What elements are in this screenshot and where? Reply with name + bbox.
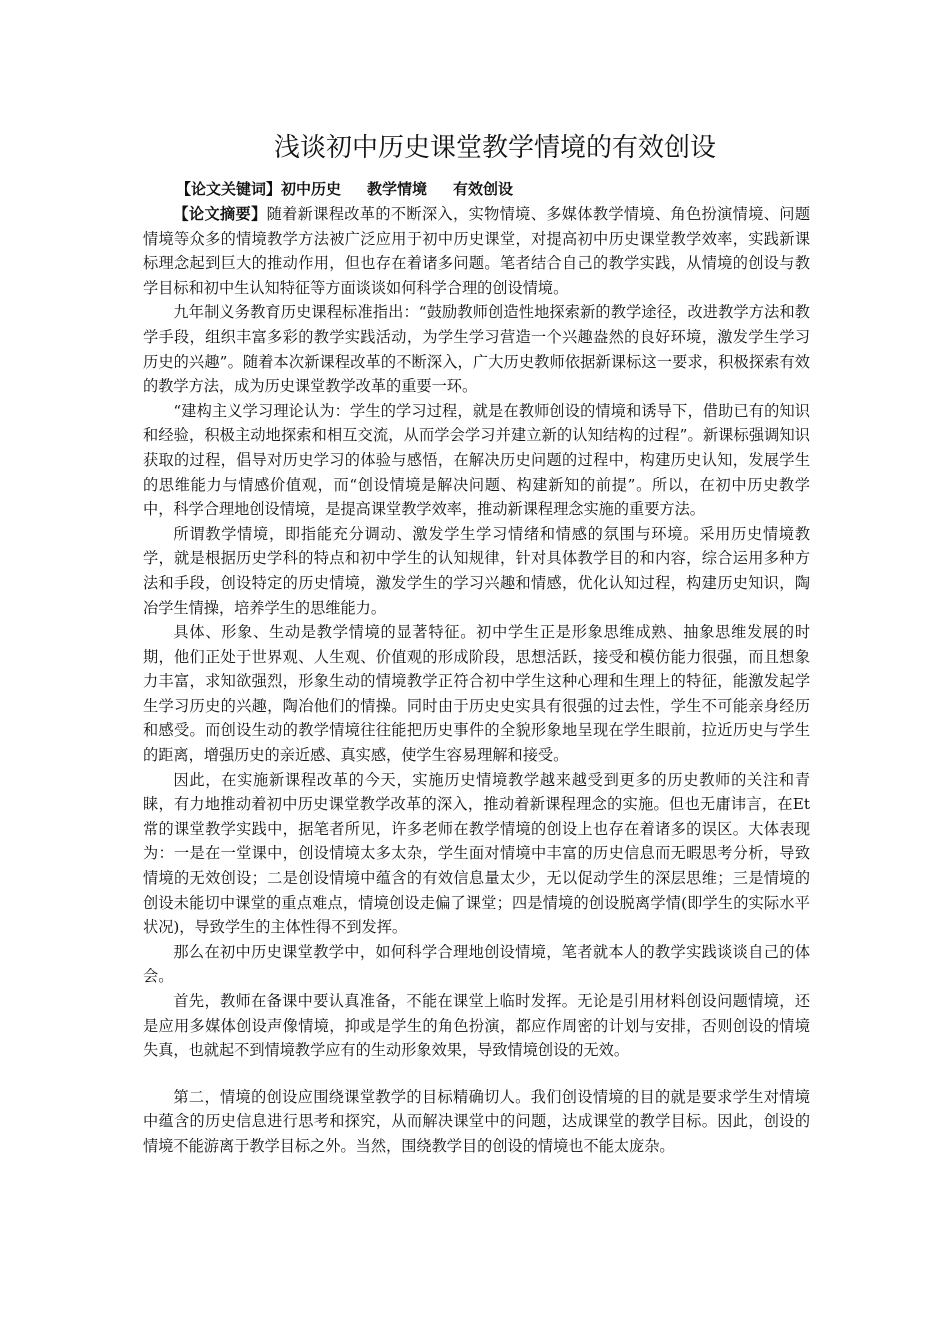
body-paragraph: 因此，在实施新课程改革的今天，实施历史情境教学越来越受到更多的历史教师的关注和青睐，有力地推动着初中历史课堂教学改革的深入，推动着新课程理念的实施。但也无庸讳言，在Et常的课堂教学实践中，据笔者所见，许多老师在教学情境的创设上也存在着诸多的误区。大体表现为：一是在一堂课中，创设情境太多太杂，学生面对情境中丰富的历史信息而无暇思考分析，导致情境的无效创设；二是创设情境中蕴含的有效信息量太少，无以促动学生的深层思维；三是情境的创设未能切中课堂的重点难点，情境创设走偏了课堂；四是情境的创设脱离学情(即学生的实际水平状况)，导致学生的主体性得不到发挥。 <box>143 770 810 937</box>
keyword-item: 教学情境 <box>367 180 428 198</box>
body-paragraph: 那么在初中历史课堂教学中，如何科学合理地创设情境，笔者就本人的教学实践谈谈自己的体会。 <box>143 942 810 986</box>
body-paragraph: 九年制义务教育历史课程标准指出：“鼓励教师创造性地探索新的教学途径，改进教学方法和教学手段，组织丰富多彩的教学实践活动，为学生学习营造一个兴趣盎然的良好环境，激发学生学习历史的兴趣”。随着本次新课程改革的不断深入，广大历史教师依据新课标这一要求，积极探索有效的教学方法，成为历史课堂教学改革的重要一环。 <box>143 303 810 396</box>
keywords-line <box>176 178 856 200</box>
abstract-label: 【论文摘要】 <box>173 205 267 223</box>
document-body <box>143 202 810 1159</box>
keyword-item: 有效创设 <box>453 180 514 198</box>
keyword-item: 初中历史 <box>281 180 342 198</box>
page-title: 浅谈初中历史课堂教学情境的有效创设 <box>273 133 716 163</box>
body-paragraph: 首先，教师在备课中要认真准备，不能在课堂上临时发挥。无论是引用材料创设问题情境，还是应用多媒体创设声像情境，抑或是学生的角色扮演，都应作周密的计划与安排，否则创设的情境失真，也就起不到情境教学应有的生动形象效果，导致情境创设的无效。 <box>143 992 810 1060</box>
keywords-label: 【论文关键词】 <box>176 180 282 198</box>
body-paragraph: 第二，情境的创设应围绕课堂教学的目标精确切人。我们创设情境的目的就是要求学生对情境中蕴含的历史信息进行思考和探究，从而解决课堂中的问题，达成课堂的教学目标。因此，创设的情境不能游离于教学目标之外。当然，围绕教学目的创设的情境也不能太庞杂。 <box>143 1087 810 1155</box>
abstract-text: 随着新课程改革的不断深入，实物情境、多媒体教学情境、角色扮演情境、问题情境等众多的情境教学方法被广泛应用于初中历史课堂，对提高初中历史课堂教学效率，实践新课标理念起到巨大的推动作用，但也存在着诸多问题。笔者结合自己的教学实践，从情境的创设与教学目标和初中生认知特征等方面谈谈如何科学合理的创设情境。 <box>143 205 811 297</box>
body-paragraph: “建构主义学习理论认为：学生的学习过程，就是在教师创设的情境和诱导下，借助已有的知识和经验，积极主动地探索和相互交流，从而学会学习并建立新的认知结构的过程”。新课标强调知识获取的过程，倡导对历史学习的体验与感悟，在解决历史问题的过程中，构建历史认知，发展学生的思维能力与情感价值观，而“创设情境是解决问题、构建新知的前提”。所以，在初中历史教学中，科学合理地创设情境，是提高课堂教学效率，推动新课程理念实施的重要方法。 <box>143 401 810 519</box>
body-paragraph: 具体、形象、生动是教学情境的显著特征。初中学生正是形象思维成熟、抽象思维发展的时期，他们正处于世界观、人生观、价值观的形成阶段，思想活跃，接受和模仿能力很强，而且想象力丰富，求知欲强烈，形象生动的情境教学正符合初中学生这种心理和生理上的特征，能激发起学生学习历史的兴趣，陶冶他们的情操。同时由于历史史实具有很强的过去性，学生不可能亲身经历和感受。而创设生动的教学情境往往能把历史事件的全貌形象地呈现在学生眼前，拉近历史与学生的距离，增强历史的亲近感、真实感，使学生容易理解和接受。 <box>143 623 810 765</box>
abstract-paragraph <box>143 202 810 300</box>
body-paragraph: 所谓教学情境，即指能充分调动、激发学生学习情绪和情感的氛围与环境。采用历史情境教学，就是根据历史学科的特点和初中学生的认知规律，针对具体教学目的和内容，综合运用多种方法和手段，创设特定的历史情境，激发学生的学习兴趣和情感，优化认知过程，构建历史知识，陶冶学生情操，培养学生的思维能力。 <box>143 524 810 617</box>
